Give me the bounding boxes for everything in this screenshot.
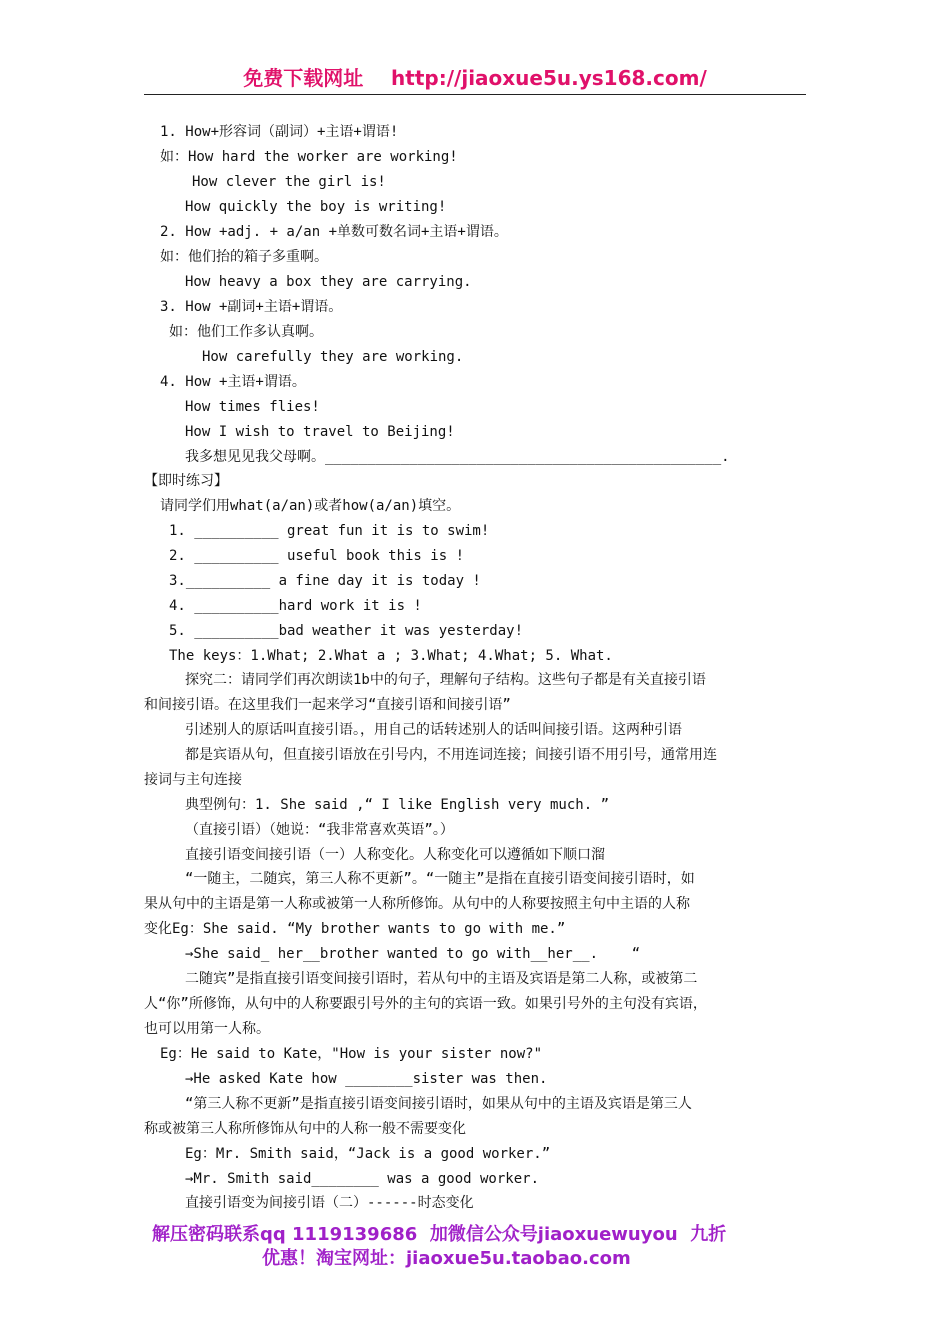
text-line: 果从句中的主语是第一人称或被第一人称所修饰。从句中的人称要按照主句中主语的人称 (144, 896, 690, 912)
text-line: 称或被第三人称所修饰从句中的人称一般不需要变化 (144, 1121, 466, 1137)
text-line: 也可以用第一人称。 (144, 1021, 270, 1037)
text-line: →Mr. Smith said________ was a good worker. (185, 1171, 540, 1187)
exercise-item: 4. __________hard work it is ! (169, 598, 422, 614)
text-line: 如：他们抬的箱子多重啊。 (160, 249, 328, 265)
text-line: 接词与主句连接 (144, 772, 242, 788)
text-line: →He asked Kate how ________sister was then. (185, 1071, 548, 1087)
text-line: 我多想见见我父母啊。_______________________________________________. (185, 449, 730, 465)
text-line: How quickly the boy is writing! (185, 199, 447, 215)
text-line: Eg：He said to Kate，"How is your sister now?" (160, 1046, 543, 1062)
text-line: “一随主，二随宾，第三人称不更新”。“一随主”是指在直接引语变间接引语时，如 (185, 871, 695, 887)
text-line: How I wish to travel to Beijing! (185, 424, 455, 440)
text-line: 1. How+形容词（副词）+主语+谓语! (160, 124, 399, 140)
exercise-item: 1. __________ great fun it is to swim! (169, 523, 490, 539)
text-line: 变化Eg：She said. “My brother wants to go with me.” (144, 921, 566, 937)
text-line: 二随宾”是指直接引语变间接引语时，若从句中的主语及宾语是第二人称，或被第二 (185, 971, 698, 987)
text-line: 4. How +主语+谓语。 (160, 374, 306, 390)
text-line: How clever the girl is! (192, 174, 386, 190)
text-line: 如：他们工作多认真啊。 (169, 324, 323, 340)
exercise-item: 3.__________ a fine day it is today ! (169, 573, 481, 589)
text-line: How heavy a box they are carrying. (185, 274, 472, 290)
text-line: How carefully they are working. (202, 349, 464, 365)
text-line: 都是宾语从句，但直接引语放在引号内，不用连词连接；间接引语不用引号，通常用连 (185, 747, 717, 763)
header-banner[interactable]: 免费下载网址 http://jiaoxue5u.ys168.com/ (243, 66, 707, 90)
text-line: 2. How +adj. + a/an +单数可数名词+主语+谓语。 (160, 224, 508, 240)
text-line: 如：How hard the worker are working! (160, 149, 458, 165)
answer-keys: The keys：1.What; 2.What a ; 3.What; 4.What; 5. What. (169, 648, 613, 664)
text-line: 直接引语变间接引语（一）人称变化。人称变化可以遵循如下顺口溜 (185, 847, 605, 863)
exercise-item: 5. __________bad weather it was yesterday! (169, 623, 524, 639)
text-line: How times flies! (185, 399, 320, 415)
exercise-item: 2. __________ useful book this is ! (169, 548, 465, 564)
text-line: 请同学们用what(a/an)或者how(a/an)填空。 (160, 498, 461, 514)
text-line: Eg：Mr. Smith said，“Jack is a good worker.” (185, 1146, 551, 1162)
text-line: 探究二：请同学们再次朗读1b中的句子，理解句子结构。这些句子都是有关直接引语 (185, 672, 706, 688)
text-line: 典型例句：1. She said ,“ I like English very much. ” (185, 797, 610, 813)
text-line: 引述别人的原话叫直接引语。，用自己的话转述别人的话叫间接引语。这两种引语 (185, 722, 682, 738)
text-line: （直接引语）（她说：“我非常喜欢英语”。） (185, 822, 454, 838)
text-line: 和间接引语。在这里我们一起来学习“直接引语和间接引语” (144, 697, 511, 713)
text-line: →She said_ her__brother wanted to go with__her__. “ (185, 946, 641, 962)
footer-contact: 解压密码联系qq 1119139686 加微信公众号jiaoxuewuyou 九折 (152, 1224, 727, 1245)
text-line: 3. How +副词+主语+谓语。 (160, 299, 343, 315)
text-line: 直接引语变为间接引语（二）------时态变化 (185, 1195, 474, 1211)
text-line: 人“你”所修饰，从句中的人称要跟引号外的主句的宾语一致。如果引号外的主句没有宾语， (144, 996, 707, 1012)
text-line: “第三人称不更新”是指直接引语变间接引语时，如果从句中的主语及宾语是第三人 (185, 1096, 692, 1112)
footer-shop-link[interactable]: 优惠！淘宝网址：jiaoxue5u.taobao.com (262, 1248, 631, 1269)
section-heading: 【即时练习】 (144, 473, 228, 489)
header-divider (144, 94, 806, 95)
